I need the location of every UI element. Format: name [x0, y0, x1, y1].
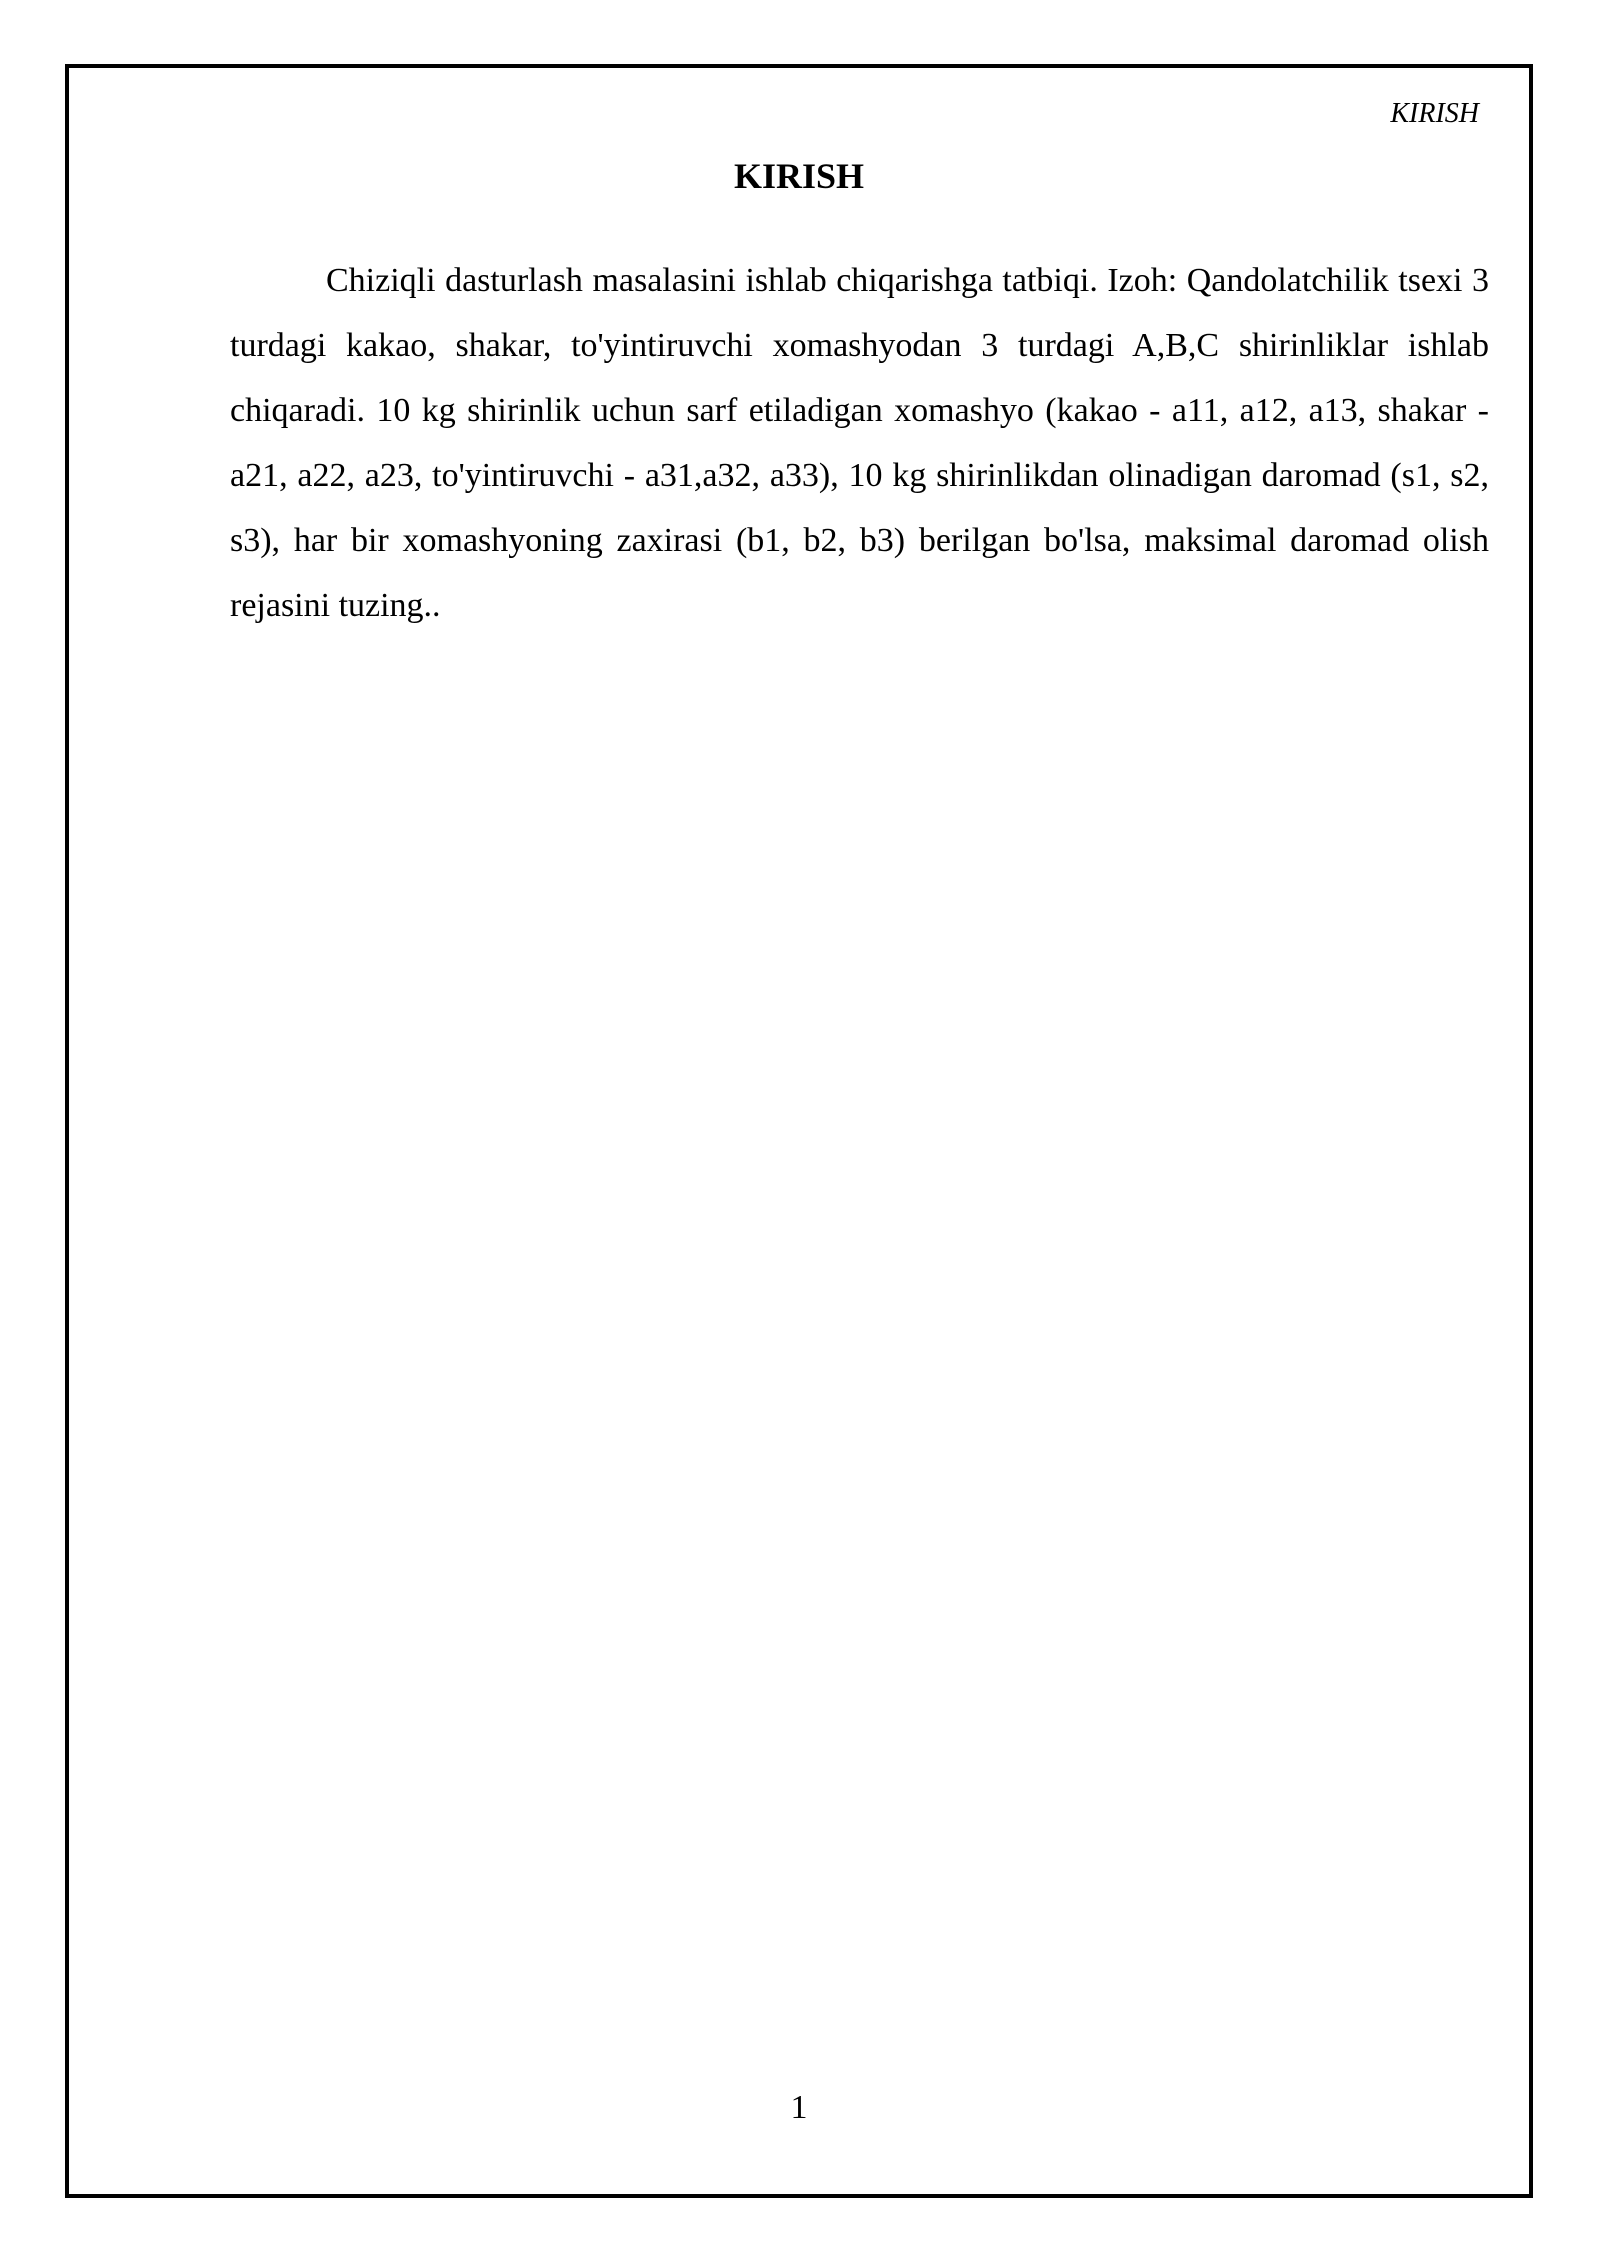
- page-number: 1: [790, 2089, 808, 2126]
- body-paragraph: Chiziqli dasturlash masalasini ishlab chiqarishga tatbiqi. Izoh: Qandolatchilik tsexi 3 turdagi kakao, shakar, to'yintiruvchi xomashyodan 3 turdagi A,B,C shirinliklar ishlab chiqaradi. 10 kg shirinlik uchun sarf etiladigan xomashyo (kakao - a11, a12, a13, shakar - a21, a22, a23, to'yintiruvchi - a31,a32, a33), 10 kg shirinlikdan olinadigan daromad (s1, s2, s3), har bir xomashyoning zaxirasi (b1, b2, b3) berilgan bo'lsa, maksimal daromad olish rejasini tuzing..: [230, 262, 1489, 624]
- page-title: KIRISH: [733, 156, 865, 196]
- running-header: KIRISH: [1390, 98, 1479, 129]
- page-border: [65, 64, 1533, 2198]
